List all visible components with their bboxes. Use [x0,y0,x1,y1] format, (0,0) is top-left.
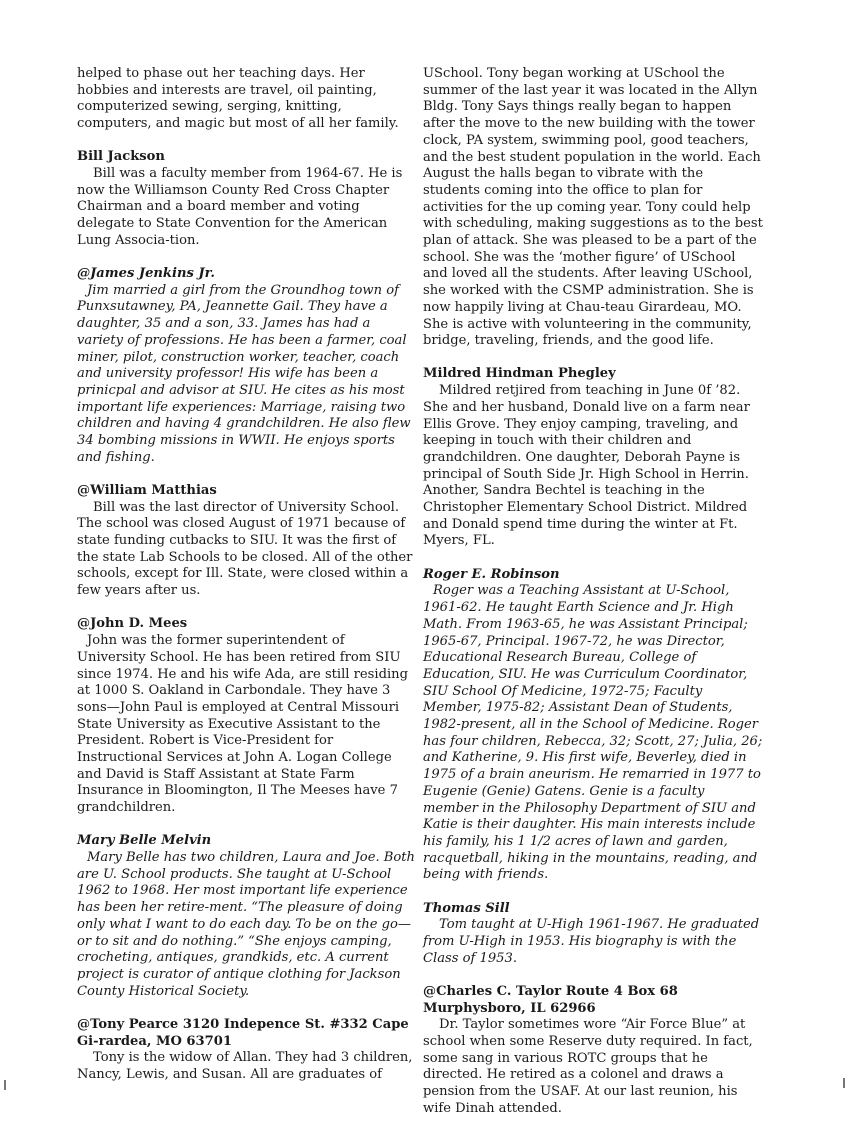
continuation-paragraph [77,66,415,133]
entry-name: @Charles C. Taylor Route 4 Box 68 Murphysboro, IL 62966 [423,983,678,1016]
entry-body: Mary Belle has two children, Laura and Joe. Both are U. School products. She taught at U-School 1962 to 1968. Her most important life experience has been her retire-ment. “The pleasure of doing only what I want to do each day. To be on the go—or to sit and do nothing.” “She enjoys camping, crocheting, antiques, grandkids, etc. A current project is curator of antique clothing for Jackson County Historical Society. [77,850,415,999]
entry-body: John was the former superintendent of University School. He has been retired from SIU since 1974. He and his wife Ada, are still residing at 1000 S. Oakland in Carbondale. They have 3 sons—John Paul is employed at Central Missouri State University as Executive Assistant to the President. Robert is Vice-President for Instructional Services at John A. Logan College and David is Staff Assistant at State Farm Insurance in Bloomington, Il The Meeses have 7 grandchildren. [77,633,408,816]
right-column [423,66,763,1134]
bio-entry-james-jenkins [77,266,415,466]
entry-body: Dr. Taylor sometimes wore “Air Force Blue” at school when some Reserve duty required. In fact, some sang in various ROTC groups that he directed. He retired as a colonel and draws a pension from the USAF. At our last reunion, his wife Dinah attended. [423,1017,753,1116]
bio-entry-mary-belle-melvin [77,833,415,1000]
entry-name: @John D. Mees [77,616,188,632]
entry-name: Thomas Sill [423,900,510,916]
entry-body: Bill was a faculty member from 1964-67. He is now the Williamson County Red Cross Chapter Chairman and a board member and voting delegate to State Convention for the American Lung Associa-tion. [77,166,403,248]
bio-entry-thomas-sill [423,901,763,968]
scan-artifact [4,1080,6,1090]
bio-entry-mildred-phegley [423,366,763,550]
entry-name: @William Matthias [77,482,217,498]
entry-body: Tony is the widow of Allan. They had 3 children, Nancy, Lewis, and Susan. All are graduates of [77,1050,413,1082]
bio-entry-tony-pearce [77,1017,415,1084]
bio-entry-william-matthias [77,483,415,600]
entry-body: Roger was a Teaching Assistant at U-School, 1961-62. He taught Earth Science and Jr. High Math. From 1963-65, he was Assistant Principal; 1965-67, Principal. 1967-72, he was Director, Educational Research Bureau, College of Education, SIU. He was Curriculum Coordinator, SIU School Of Medicine, 1972-75; Faculty Member, 1975-82; Assistant Dean of Students, 1982-present, all in the School of Medicine. Roger has four children, Rebecca, 32; Scott, 27; Julia, 26; and Katherine, 9. His first wife, Beverley, died in 1975 of a brain aneurism. He remarried in 1977 to Eugenie (Genie) Gatens. Genie is a faculty member in the Philosophy Department of SIU and Katie is their daughter. His main interests include his family, his 1 1/2 acres of lawn and garden, racquetball, hiking in the mountains, reading, and being with friends. [423,583,763,883]
entry-name: Mildred Hindman Phegley [423,366,616,382]
entry-body: Bill was the last director of University School. The school was closed August of 1971 because of state funding cutbacks to SIU. It was the first of the state Lab Schools to be closed. All of the other schools, except for Ill. State, were closed within a few years after us. [77,499,413,599]
entry-body: USchool. Tony began working at USchool the summer of the last year it was located in the Allyn Bldg. Tony Says things really began to happen after the move to the new building with the tower clock, PA system, swimming pool, good teachers, and the best student population in the world. Each August the halls began to vibrate with the students coming into the office to plan for activities for the up coming year. Tony could help with scheduling, making suggestions as to the best plan of attack. She was pleased to be a part of the school. She was the ‘mother figure’ of USchool and loved all the students. After leaving USchool, she worked with the CSMP administration. She is now happily living at Chau-teau Girardeau, MO. She is active with volunteering in the community, bridge, traveling, friends, and the good life. [423,66,763,349]
bio-entry-roger-robinson [423,567,763,884]
entry-name: @Tony Pearce 3120 Indepence St. #332 Cape Gi-rardea, MO 63701 [77,1016,409,1049]
bio-entry-charles-taylor [423,984,763,1118]
entry-body: Mildred retjired from teaching in June 0f ’82. She and her husband, Donald live on a farm near Ellis Grove. They enjoy camping, traveling, and keeping in touch with their children and grandchildren. One daughter, Deborah Payne is principal of South Side Jr. High School in Herrin. Another, Sandra Bechtel is teaching in the Christopher Elementary School District. Mildred and Donald spend time during the winter at Ft. Myers, FL. [423,383,750,549]
bio-entry-john-mees [77,616,415,816]
bio-entry-bill-jackson [77,149,415,249]
continuation-paragraph [423,66,763,350]
entry-name: @James Jenkins Jr. [77,266,215,282]
scan-artifact [843,1078,845,1088]
entry-name: Roger E. Robinson [423,566,560,582]
entry-name: Mary Belle Melvin [77,833,212,849]
entry-body: Jim married a girl from the Groundhog town of Punxsutawney, PA, Jeannette Gail. They have a daughter, 35 and a son, 33. James has had a variety of professions. He has been a farmer, coal miner, pilot, construction worker, teacher, coach and university professor! His wife has been a prinicpal and advisor at SIU. He cites as his most important life experiences: Marriage, raising two children and having 4 grandchildren. He also flew 34 bombing missions in WWII. He enjoys sports and fishing. [77,282,411,465]
entry-name: Bill Jackson [77,149,165,165]
entry-body: helped to phase out her teaching days. Her hobbies and interests are travel, oil painting, computerized sewing, serging, knitting, computers, and magic but most of all her family. [77,66,399,132]
entry-body: Tom taught at U-High 1961-1967. He graduated from U-High in 1953. His biography is with the Class of 1953. [423,917,760,966]
left-column [77,66,415,1100]
